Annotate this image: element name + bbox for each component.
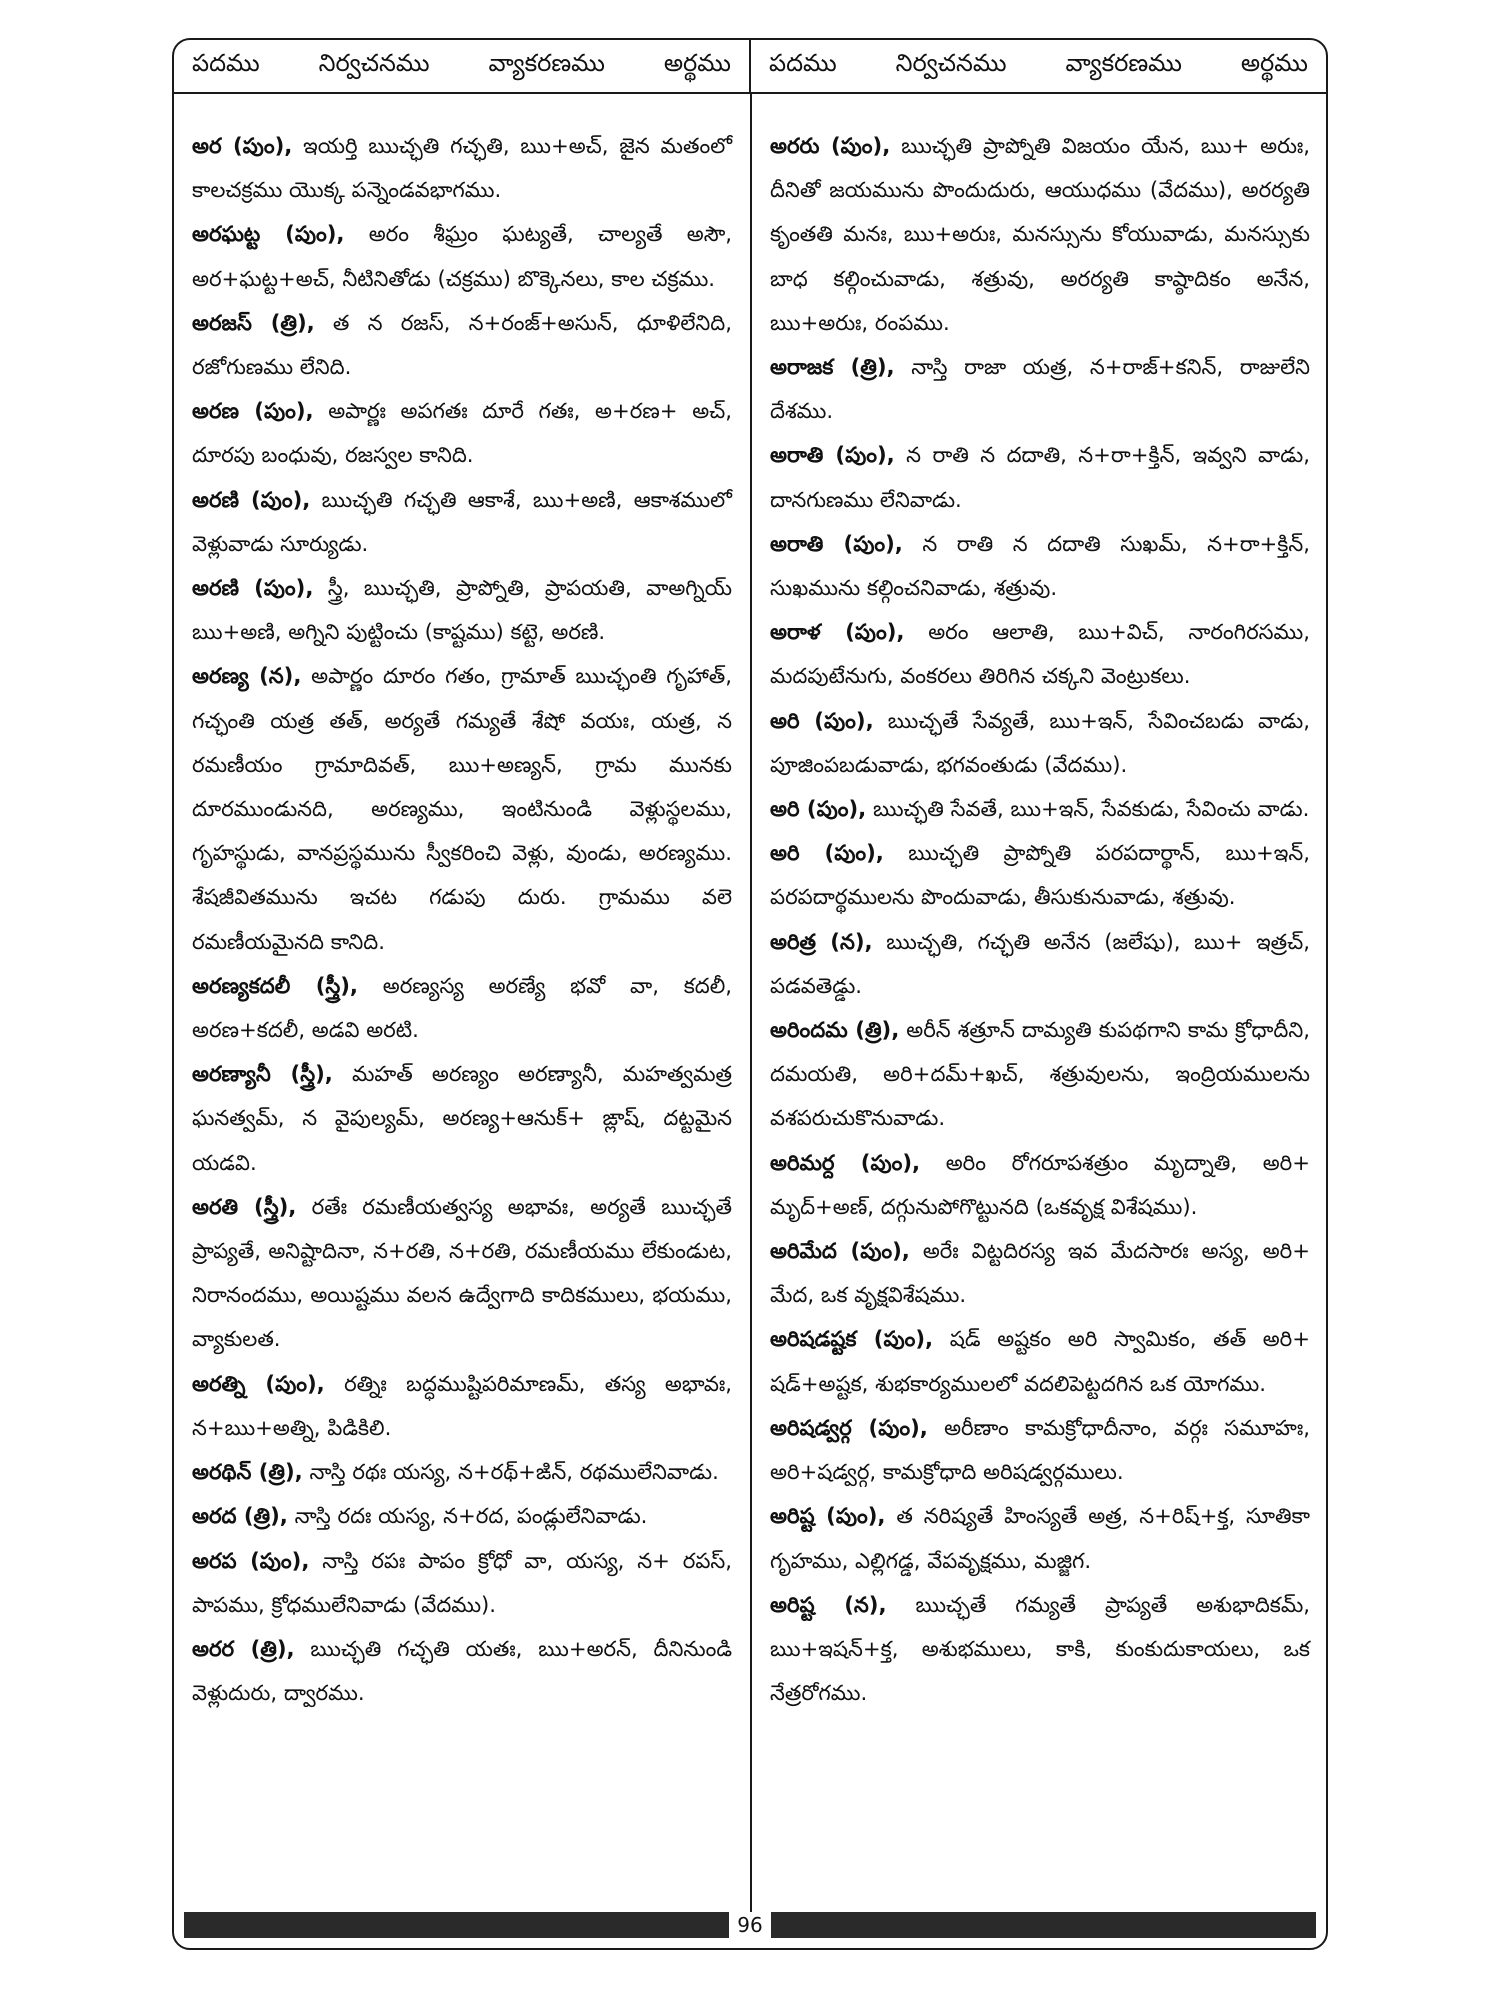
dictionary-entry [192,478,732,566]
header-grammar: వ్యాకరణము [1065,49,1182,77]
dictionary-entry [192,389,732,477]
dictionary-entry [770,699,1310,787]
dictionary-entry [770,124,1310,345]
entry-headword: అరాతి (పుం), [770,530,903,556]
entry-definition: నాస్తి రపః పాపం క్రోధో వా, యస్య, న+ రపస్, పాపము, క్రోధములేనివాడు (వేదము). [192,1547,732,1617]
left-column [192,124,732,1715]
dictionary-entry [770,345,1310,433]
dictionary-entry [770,610,1310,698]
dictionary-entry [770,522,1310,610]
dictionary-entry [192,1185,732,1362]
entry-definition: అపార్ణః అపగతః దూరే గతః, అ+రణ+ అచ్, దూరపు బంధువు, రజస్వల కానిది. [192,398,732,468]
entry-headword: అరి (పుం), [770,840,884,866]
dictionary-entry [770,1583,1310,1716]
entry-headword: అరత్ని (పుం), [192,1370,325,1396]
entry-headword: అరరు (పుం), [770,133,891,158]
header-definition: నిర్వచనము [318,49,430,77]
entry-headword: అరిందమ (త్రి), [770,1017,900,1043]
header-right [751,40,1326,92]
entry-headword: అరణ్య (న), [192,663,302,689]
entry-headword: అరిషడ్వర్గ (పుం), [770,1414,928,1440]
entry-headword: అరతి (స్త్రీ), [192,1193,297,1219]
dictionary-entry [192,1450,732,1494]
entry-definition: అరిం రోగరూపశత్రుం మృద్నాతి, అరి+ మృద్+అణ్, దగ్గునుపోగొట్టునది (ఒకవృక్ష విశేషము). [770,1149,1310,1219]
entry-headword: అరిమర్ద (పుం), [770,1149,921,1175]
entry-headword: అరణ్యకదలీ (స్త్రీ), [192,972,358,998]
entry-headword: అరిష్ట (న), [770,1591,887,1617]
entry-definition: ఋచ్ఛతి గచ్ఛతి యతః, ఋ+అరన్, దీనినుండి వెళ్లుదురు, ద్వారము. [192,1635,732,1706]
page-number: 96 [729,1912,770,1938]
header-grammar: వ్యాకరణము [488,49,605,77]
dictionary-entry [192,301,732,389]
dictionary-entry [192,964,732,1052]
dictionary-entry [192,124,732,212]
entry-headword: అరిమేద (పుం), [770,1238,910,1264]
dictionary-entry [192,566,732,654]
entry-definition: రత్నిః బద్ధముష్టిపరిమాణమ్, తస్య అభావః, న+ఋ+అత్ని, పిడికిలి. [192,1370,732,1440]
entry-definition: న రాతి న దదాతి సుఖమ్, న+రా+క్తిన్, సుఖమును కల్గించనివాడు, శత్రువు. [770,530,1310,601]
dictionary-entry [770,433,1310,521]
entry-definition: స్త్రీ, ఋచ్ఛతి, ప్రాప్నోతి, ప్రాపయతి, వాఅగ్నియ్ ఋ+అణి, అగ్నిని పుట్టించు (కాష్టము) కట్టె, అరణి. [192,575,732,645]
entry-headword: అరణి (పుం), [192,486,311,512]
dictionary-entry [770,1229,1310,1317]
entry-headword: అరిషడష్టక (పుం), [770,1326,934,1352]
entry-definition: రతేః రమణీయత్వస్య అభావః, అర్యతే ఋచ్ఛతే ప్రాప్యతే, అనిష్టాదినా, న+రతి, న+రతి, రమణీయము లేకుండుట, నిరానందము, అయిష్టము వలన ఉద్వేగాది కాదికములు, భయము, వ్యాకులత. [192,1193,732,1352]
entry-definition: మహత్ అరణ్యం అరణ్యానీ, మహత్వమత్ర ఘనత్వమ్, న వైపుల్యమ్, అరణ్య+ఆనుక్+ ఙ్లాష్, దట్టమైన యడవి. [192,1061,732,1175]
entry-definition: నాస్తి రదః యస్య, న+రద, పండ్లులేనివాడు. [287,1503,648,1529]
entry-definition: అరం శీఘ్రం ఘట్యతే, చాల్యతే అసౌ, అర+ఘట్ట+అచ్, నీటినితోడు (చక్రము) బొక్కెనలు, కాల చక్రము. [192,221,732,291]
entry-headword: అరిష్ట (పుం), [770,1503,886,1529]
entry-definition: త న రజస్, న+రంజ్+అసున్, ధూళిలేనిది, రజోగుణము లేనిది. [192,309,732,380]
entry-definition: ఋచ్ఛతే గమ్యతే ప్రాప్యతే అశుభాదికమ్, ఋ+ఇషన్+క్త, అశుభములు, కాకి, కుంకుదుకాయలు, ఒక నేత్రరోగము. [770,1591,1310,1706]
dictionary-entry [192,1052,732,1185]
entry-headword: అరాళ (పుం), [770,619,905,645]
entry-definition: ఋచ్ఛతి గచ్ఛతి ఆకాశే, ఋ+అణి, ఆకాశములో వెళ్లువాడు సూర్యుడు. [192,486,732,556]
dictionary-entry [192,1362,732,1450]
entry-headword: అర (పుం), [192,133,293,158]
column-divider [750,92,752,1912]
dictionary-page-frame [172,38,1328,1950]
dictionary-entry [770,1406,1310,1494]
dictionary-entry [770,1008,1310,1141]
dictionary-entry [770,831,1310,919]
dictionary-entry [192,1627,732,1715]
entry-definition: అరం ఆలాతి, ఋ+విచ్, నారంగిరసము, మదపుటేనుగు, వంకరలు తిరిగిన చక్కని వెంట్రుకలు. [770,619,1311,689]
header-word: పదము [769,49,837,77]
entry-definition: ఋచ్ఛతి సేవతే, ఋ+ఇన్, సేవకుడు, సేవించు వాడు. [866,796,1310,822]
entry-headword: అరి (పుం), [770,707,874,733]
entry-headword: అరాతి (పుం), [770,442,895,468]
entry-headword: అరథిన్ (త్రి), [192,1459,303,1485]
entry-headword: అరప (పుం), [192,1547,310,1573]
dictionary-entry [192,212,732,300]
dictionary-entry [770,787,1310,831]
entry-definition: అరణ్యస్య అరణ్యే భవో వా, కదలీ, అరణ+కదలీ, అడవి అరటి. [192,972,732,1043]
entry-definition: న రాతి న దదాతి, న+రా+క్తిన్, ఇవ్వని వాడు, దానగుణము లేనివాడు. [770,442,1310,512]
header-definition: నిర్వచనము [895,49,1007,77]
entry-definition: ఋచ్ఛతి ప్రాప్నోతి విజయం యేన, ఋ+ అరుః, దీనితో జయమును పొందుదురు, ఆయుధము (వేదము), అరర్యతి కృంతతి మనః, ఋ+అరుః, మనస్సును కోయువాడు, మనస్సుకు బాధ కల్గించువాడు, శత్రువు, అరర్యతి కాష్ఠాదికం అనేన, ఋ+అరుః, రంపము. [770,133,1310,335]
footer-bar [184,1912,1316,1938]
dictionary-entry [770,1494,1310,1582]
entry-definition: అరేః విట్టదిరస్య ఇవ మేదసారః అస్య, అరి+ మేద, ఒక వృక్షవిశేషము. [770,1238,1310,1308]
entry-headword: అరాజక (త్రి), [770,354,895,380]
entry-headword: అరర (త్రి), [192,1635,295,1661]
header-word: పదము [192,49,260,77]
entry-definition: అపార్ణం దూరం గతం, గ్రామాత్ ఋచ్ఛంతి గృహాత్, గచ్ఛంతి యత్ర తత్, అర్యతే గమ్యతే శేషో వయః, యత్ర, న రమణీయం గ్రామాదివత్, ఋ+అణ్యన్, గ్రామ మునకు దూరముండునది, అరణ్యము, ఇంటినుండి వెళ్లుస్థలము, గృహస్థుడు, వానప్రస్థమును స్వీకరించి వెళ్లు, వుండు, అరణ్యము. శేషజీవితమును ఇచట గడుపు దురు. గ్రామము వలె రమణీయమైనది కానిది. [192,663,732,954]
right-column [770,124,1310,1715]
entry-headword: అరణి (పుం), [192,575,314,601]
entry-definition: నాస్తి రాజా యత్ర, న+రాజ్+కనిన్, రాజులేని దేశము. [770,354,1310,424]
entry-definition: నాస్తి రథః యస్య, న+రథ్+ఙిన్, రథములేనివాడు. [302,1459,719,1485]
dictionary-entry [192,654,732,963]
entry-definition: ఋచ్ఛతి ప్రాప్నోతి పరపదార్థాన్, ఋ+ఇన్, పరపదార్థములను పొందువాడు, తీసుకునువాడు, శత్రువు. [770,840,1310,910]
entry-definition: ఋచ్ఛతి, గచ్ఛతి అనేన (జలేషు), ఋ+ ఇత్రచ్, పడవతెడ్డు. [770,928,1310,998]
entry-definition: ఋచ్ఛతే సేవ్యతే, ఋ+ఇన్, సేవించబడు వాడు, పూజింపబడువాడు, భగవంతుడు (వేదము). [770,707,1310,777]
entry-headword: అరణ (పుం), [192,398,314,424]
header-meaning: అర్థము [1240,49,1308,77]
dictionary-entry [192,1539,732,1627]
column-header [174,40,1326,94]
dictionary-entry [770,920,1310,1008]
header-left [174,40,751,92]
entry-definition: అరీణాం కామక్రోధాదీనాం, వర్గః సమూహః, అరి+షడ్వర్గ, కామక్రోధాది అరిషడ్వర్గములు. [770,1414,1310,1485]
entry-headword: అరజస్ (త్రి), [192,309,315,335]
dictionary-entry [770,1141,1310,1229]
entry-headword: అరణ్యానీ (స్త్రీ), [192,1061,333,1087]
entry-definition: షడ్ అష్టకం అరి స్వామికం, తత్ అరి+ షడ్+అష్టక, శుభకార్యములలో వదలిపెట్టదగిన ఒక యోగము. [770,1326,1310,1396]
entry-headword: అరఘట్ట (పుం), [192,221,345,247]
entry-definition: అరీన్ శత్రూన్ దామ్యతి కుపథగాని కామ క్రోధాదీని, దమయతి, అరి+దమ్+ఖచ్, శత్రువులను, ఇంద్రియములను వశపరుచుకొనువాడు. [770,1017,1310,1131]
dictionary-entry [770,1317,1310,1405]
dictionary-entry [192,1494,732,1538]
entry-headword: అరిత్ర (న), [770,928,873,954]
entry-definition: త నరిష్యతే హింస్యతే అత్ర, న+రిష్+క్త, సూతికా గృహము, ఎల్లిగడ్డ, వేపవృక్షము, మజ్జిగ. [770,1503,1310,1573]
entry-definition: ఇయర్తి ఋచ్ఛతి గచ్ఛతి, ఋ+అచ్, జైన మతంలో కాలచక్రము యొక్క పన్నెండవభాగము. [192,133,732,203]
entry-headword: అరద (త్రి), [192,1503,288,1529]
header-meaning: అర్థము [663,49,731,77]
entry-headword: అరి (పుం), [770,796,867,822]
